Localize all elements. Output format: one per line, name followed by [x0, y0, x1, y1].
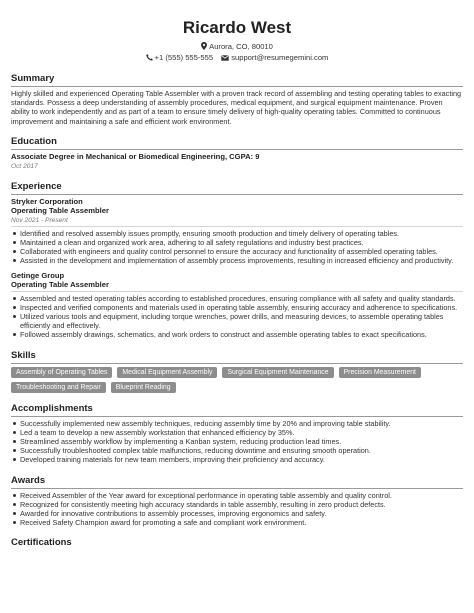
skill-chip: Precision Measurement: [339, 367, 421, 378]
list-item: Developed training materials for new team members, improving their proficiency and accuracy.: [20, 455, 463, 464]
job-entry: [11, 197, 463, 266]
certifications-heading: Certifications: [11, 537, 72, 549]
job-role: Operating Table Assembler: [11, 206, 109, 216]
job-bullets: [11, 229, 463, 266]
awards-section: [11, 475, 463, 528]
education-section: [11, 136, 463, 171]
candidate-name: Ricardo West: [182, 18, 292, 37]
skill-chip: Assembly of Operating Tables: [11, 367, 112, 378]
job-company: Stryker Corporation: [11, 196, 83, 206]
summary-section: [11, 73, 463, 126]
skill-chip: Surgical Equipment Maintenance: [222, 367, 333, 378]
job-date: Nov 2021 - Present: [11, 216, 68, 224]
job-role: Operating Table Assembler: [11, 280, 109, 290]
certifications-section: [11, 537, 463, 549]
section-divider: [11, 488, 463, 489]
accomplishments-section: [11, 403, 463, 465]
list-item: Maintained a clean and organized work area, adhering to all safety regulations and industry best practices.: [20, 238, 463, 247]
list-item: Received Assembler of the Year award for exceptional performance in operating table assembly and quality control.: [20, 491, 463, 500]
list-item: Assembled and tested operating tables according to established procedures, ensuring compliance with all safety and quality standards.: [20, 294, 463, 303]
list-item: Identified and resolved assembly issues promptly, ensuring smooth production and timely delivery of operating tables.: [20, 229, 463, 238]
phone-icon: [146, 54, 153, 61]
education-date: Oct 2017: [11, 162, 38, 170]
education-heading: Education: [11, 135, 57, 147]
job-company: Getinge Group: [11, 270, 65, 280]
job-divider: [11, 226, 463, 227]
list-item: Streamlined assembly workflow by implementing a Kanban system, reducing production lead times.: [20, 437, 463, 446]
location-row: [11, 41, 463, 52]
section-divider: [11, 194, 463, 195]
phone-email-row: [11, 52, 463, 63]
list-item: Awarded for innovative contributions to assembly processes, improving ergonomics and safety.: [20, 509, 463, 518]
education-degree: Associate Degree in Mechanical or Biomedical Engineering, CGPA: 9: [11, 151, 260, 161]
summary-text: Highly skilled and experienced Operating Table Assembler with a proven track record of assembling and testing operating tables to exacting standards. Possess a deep understanding of assembly procedures, medical equipment, and surgical equipment maintenance. Proven ability to work independently and as part of a team to ensure timely delivery of high-quality operating tables. Committed to continuous improvement and maintaining a safe and efficient work environment.: [11, 89, 462, 126]
skill-chip: Medical Equipment Assembly: [117, 367, 217, 378]
list-item: Collaborated with engineers and quality control personnel to ensure the accuracy and functionality of assembled operating tables.: [20, 247, 463, 256]
list-item: Followed assembly drawings, schematics, and work orders to construct and assemble operating tables to exact specifications.: [20, 330, 463, 339]
email-icon: [221, 55, 229, 61]
job-divider: [11, 291, 463, 292]
awards-heading: Awards: [11, 474, 46, 486]
section-divider: [11, 86, 463, 87]
section-divider: [11, 416, 463, 417]
list-item: Received Safety Champion award for promoting a safe and compliant work environment.: [20, 518, 463, 527]
accomplishments-heading: Accomplishments: [11, 402, 93, 414]
email-text[interactable]: support@resumegemini.com: [231, 53, 329, 62]
summary-heading: Summary: [11, 73, 55, 84]
list-item: Recognized for consistently meeting high accuracy standards in table assembly, resulting in zero product defects.: [20, 500, 463, 509]
list-item: Led a team to develop a new assembly workstation that enhanced efficiency by 35%.: [20, 428, 463, 437]
section-divider: [11, 149, 463, 150]
experience-section: [11, 181, 463, 340]
list-item: Assisted in the development and implementation of assembly process improvements, resulting in increased efficiency and productivity.: [20, 256, 463, 265]
skills-list: [11, 367, 463, 393]
contact-block: [11, 41, 463, 63]
skills-heading: Skills: [11, 349, 36, 361]
accomplishments-list: [11, 419, 463, 465]
list-item: Successfully implemented new assembly techniques, reducing assembly time by 20% and improving table stability.: [20, 419, 463, 428]
skill-chip: Troubleshooting and Repair: [11, 382, 106, 393]
phone-text[interactable]: +1 (555) 555-555: [154, 53, 214, 62]
skills-section: [11, 350, 463, 393]
experience-heading: Experience: [11, 180, 62, 192]
awards-list: [11, 491, 463, 528]
skill-chip: Blueprint Reading: [111, 382, 176, 393]
section-divider: [11, 363, 463, 364]
job-entry: [11, 271, 463, 340]
list-item: Successfully troubleshooted complex table malfunctions, reducing downtime and ensuring smooth operation.: [20, 446, 463, 455]
location-pin-icon: [201, 42, 207, 50]
job-bullets: [11, 294, 463, 340]
location-text: Aurora, CO, 80010: [209, 42, 273, 51]
list-item: Utilized various tools and equipment, including torque wrenches, power drills, and measuring devices, to assemble operating tables efficiently and effectively.: [20, 312, 463, 330]
list-item: Inspected and verified components and materials used in operating table assembly, ensuring accuracy and adherence to specifications.: [20, 303, 463, 312]
